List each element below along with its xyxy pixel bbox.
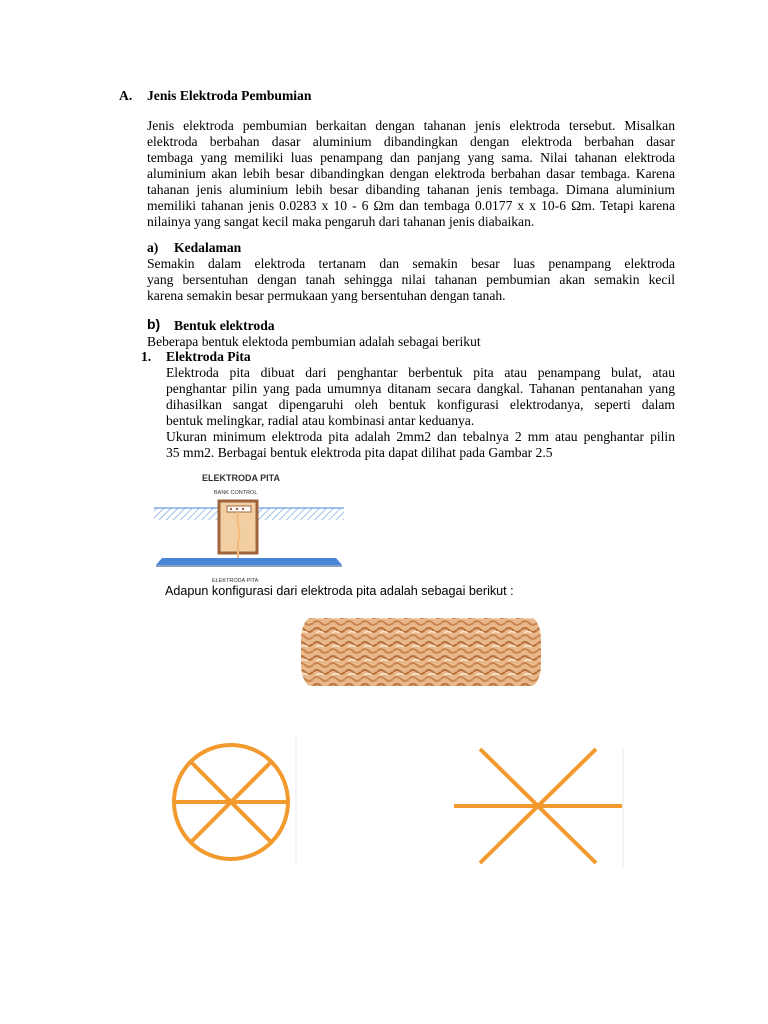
box-terminal <box>236 508 238 510</box>
electrode-strip <box>156 558 342 565</box>
subsection-marker: b) <box>147 316 161 332</box>
ring-electrode-diagram <box>163 737 297 867</box>
text-line: tahanan jenis aluminium lebih besar dibanding tahanan jenis tembaga. Dimana aluminium <box>147 182 675 197</box>
subsection-title: Bentuk elektroda <box>174 318 275 333</box>
braided-conductor-image <box>297 612 545 692</box>
radial-electrode-diagram <box>452 747 624 867</box>
subsection-marker: a) <box>147 240 159 255</box>
braided-cable <box>301 618 541 686</box>
section-title: Jenis Elektroda Pembumian <box>147 88 312 103</box>
konfigurasi-caption: Adapun konfigurasi dari elektroda pita adalah sebagai berikut : <box>165 584 514 598</box>
box-label: BANK CONTROL <box>214 490 258 496</box>
subsection-title: Kedalaman <box>174 240 242 255</box>
bentuk-intro: Beberapa bentuk elektoda pembumian adalah sebagai berikut <box>147 334 481 349</box>
text-line: Elektroda pita dibuat dari penghantar berbentuk pita atau penampang bulat, atau <box>166 365 675 380</box>
elektroda-pita-paragraph <box>166 365 675 461</box>
intro-paragraph <box>147 118 675 230</box>
list-item-title: Elektroda Pita <box>166 349 251 364</box>
text-line: Ukuran minimum elektroda pita adalah 2mm2 dan tebalnya 2 mm atau penghantar pilin <box>166 429 675 444</box>
text-line: bentuk melingkar, radial atau kombinasi antar keduanya. <box>166 413 475 428</box>
text-line: aluminium akan lebih besar dibandingkan dengan elektroda berbahan dasar tembaga. Karena <box>147 166 675 181</box>
text-line: yang bersentuhan dengan tanah sehingga nilai tahanan pembumian akan semakin kecil <box>147 272 675 287</box>
text-line: memiliki tahanan jenis 0.0283 x 10 - 6 Ωm dan tembaga 0.0177 x x 10-6 Ωm. Tetapi karena <box>147 198 675 213</box>
elektroda-pita-figure <box>152 470 348 586</box>
text-line: Semakin dalam elektroda tertanam dan semakin besar luas penampang elektroda <box>147 256 675 271</box>
text-line: Jenis elektroda pembumian berkaitan dengan tahanan jenis elektroda tersebut. Misalkan <box>147 118 675 133</box>
text-line: tembaga yang memiliki luas penampang dan panjang yang sama. Nilai tahanan elektroda <box>147 150 675 165</box>
text-line: dihasilkan sangat dipengaruhi oleh bentuk konfigurasi elektrodanya, seperti dalam <box>166 397 675 412</box>
text-line: nilainya yang sangat kecil maka pengaruh dari tahanan jenis diabaikan. <box>147 214 535 229</box>
text-line: 35 mm2. Berbagai bentuk elektroda pita dapat dilihat pada Gambar 2.5 <box>166 445 553 460</box>
kedalaman-paragraph <box>147 256 675 304</box>
section-letter: A. <box>119 88 133 103</box>
list-number: 1. <box>141 349 152 364</box>
ground-label: ELEKTRODA PITA <box>212 578 259 584</box>
box-terminal <box>230 508 232 510</box>
box-terminal <box>242 508 244 510</box>
text-line: penghantar pilin yang pada umumnya ditanam secara dangkal. Tahanan pentanahan yang <box>166 381 675 396</box>
text-line: elektroda berbahan dasar aluminium dibandingkan dengan elektroda berbahan dasar <box>147 134 675 149</box>
text-line: karena semakin besar permukaan yang bersentuhan dengan tanah. <box>147 288 506 303</box>
figure-title: ELEKTRODA PITA <box>202 473 280 483</box>
